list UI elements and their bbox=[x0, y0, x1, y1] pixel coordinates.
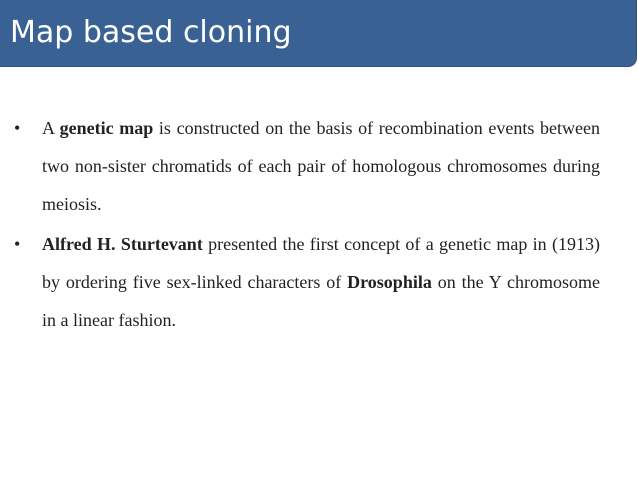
title-bar bbox=[0, 0, 637, 67]
bullet-text-part: is constructed on the basis of recombination events between two non-sister chromatids of each pair of homologous chromosomes during meiosis. bbox=[42, 118, 600, 214]
bullet-text-part: A bbox=[42, 118, 60, 138]
bullet-text-part: on the Y chromosome in a linear fashion. bbox=[42, 272, 600, 330]
bullet-sturtevant bbox=[14, 225, 600, 339]
bullet-bold-term: Alfred H. Sturtevant bbox=[42, 234, 203, 254]
bullet-genetic-map bbox=[14, 109, 600, 223]
bullet-text-part: presented the first concept of a genetic map in (1913) by ordering five sex-linked characters of bbox=[42, 234, 601, 292]
bullet-list bbox=[14, 109, 600, 339]
slide-title: Map based cloning bbox=[10, 15, 292, 50]
bullet-bold-term: Drosophila bbox=[347, 272, 432, 292]
bullet-marker: • bbox=[14, 234, 21, 254]
bullet-bold-term: genetic map bbox=[59, 118, 154, 138]
bullet-marker: • bbox=[14, 118, 21, 138]
